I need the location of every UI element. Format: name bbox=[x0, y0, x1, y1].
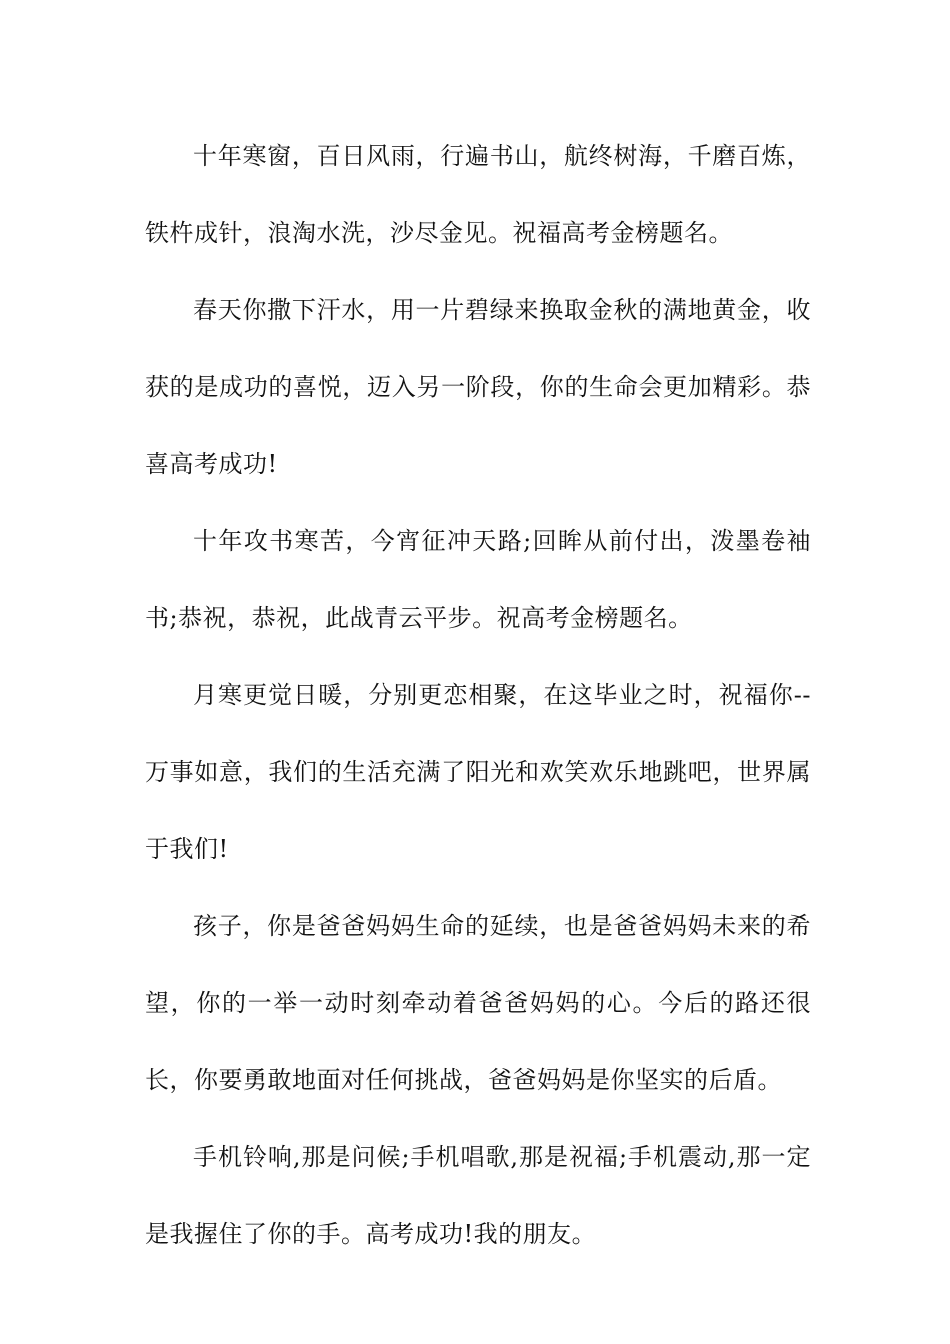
paragraph-2: 春天你撒下汗水，用一片碧绿来换取金秋的满地黄金，收获的是成功的喜悦，迈入另一阶段，你的生命会更加精彩。恭喜高考成功! bbox=[145, 296, 811, 478]
paragraph-6: 手机铃响,那是问候;手机唱歌,那是祝福;手机震动,那一定是我握住了你的手。高考成功!我的朋友。 bbox=[145, 1143, 811, 1248]
document-body bbox=[145, 118, 811, 1273]
paragraph-4: 月寒更觉日暖，分别更恋相聚，在这毕业之时，祝福你--万事如意，我们的生活充满了阳光和欢笑欢乐地跳吧，世界属于我们! bbox=[145, 681, 811, 863]
paragraph-3: 十年攻书寒苦，今宵征冲天路;回眸从前付出，泼墨卷袖书;恭祝，恭祝，此战青云平步。祝高考金榜题名。 bbox=[145, 527, 811, 632]
paragraph-1: 十年寒窗，百日风雨，行遍书山，航终树海，千磨百炼，铁杵成针，浪淘水洗，沙尽金见。祝福高考金榜题名。 bbox=[145, 142, 811, 247]
paragraph-5: 孩子，你是爸爸妈妈生命的延续，也是爸爸妈妈未来的希望，你的一举一动时刻牵动着爸爸妈妈的心。今后的路还很长，你要勇敢地面对任何挑战，爸爸妈妈是你坚实的后盾。 bbox=[145, 912, 811, 1094]
